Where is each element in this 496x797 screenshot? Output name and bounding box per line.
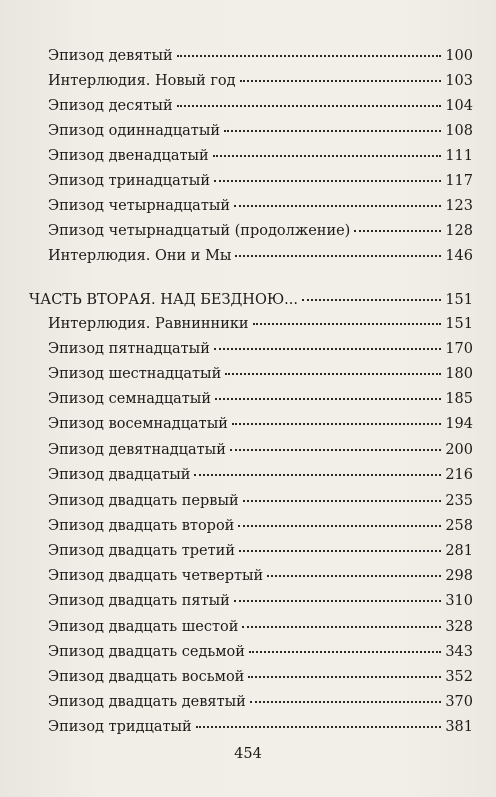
toc-entry-page: 200 — [445, 442, 473, 458]
toc-entry-page: 100 — [445, 48, 473, 64]
toc-entry — [48, 567, 473, 585]
toc-part-page: 151 — [445, 292, 473, 308]
toc-entry — [48, 72, 473, 90]
toc-entry-title: Интерлюдия. Они и Мы — [48, 248, 232, 264]
dot-leader — [248, 676, 441, 678]
dot-leader — [196, 726, 442, 728]
toc-entry — [48, 247, 473, 265]
toc-entry — [48, 441, 473, 459]
toc-entry-title: Эпизод двадцать первый — [48, 493, 239, 509]
toc-entry-title: Эпизод пятнадцатый — [48, 341, 210, 357]
toc-entry-page: 104 — [445, 98, 473, 114]
toc-entry — [48, 718, 473, 736]
toc-entry-page: 258 — [445, 518, 473, 534]
dot-leader — [240, 80, 442, 82]
toc-entry-page: 194 — [445, 416, 473, 432]
toc-entry-page: 216 — [445, 467, 473, 483]
toc-entry-page: 328 — [445, 619, 473, 635]
dot-leader — [253, 323, 442, 325]
toc-entry-title: Эпизод девятнадцатый — [48, 442, 226, 458]
toc-entry-page: 298 — [445, 568, 473, 584]
toc-entry — [48, 47, 473, 65]
dot-leader — [225, 373, 441, 375]
dot-leader — [224, 130, 441, 132]
toc-entry-page: 103 — [445, 73, 473, 89]
dot-leader — [234, 205, 441, 207]
dot-leader — [354, 230, 441, 232]
toc-entry-title: Эпизод двадцать второй — [48, 518, 235, 534]
toc-part-heading — [29, 291, 473, 309]
toc-entry — [48, 542, 473, 560]
toc-entry-title: Интерлюдия. Равнинники — [48, 316, 249, 332]
toc-entry-page: 128 — [445, 223, 473, 239]
toc-entry — [48, 222, 473, 240]
dot-leader — [243, 500, 442, 502]
toc-entry-page: 281 — [445, 543, 473, 559]
toc-entry-page: 370 — [445, 694, 473, 710]
dot-leader — [214, 348, 441, 350]
dot-leader — [249, 651, 441, 653]
toc-entry — [48, 172, 473, 190]
toc-entry-title: Эпизод двадцать девятый — [48, 694, 246, 710]
toc-entry-title: Эпизод тринадцатый — [48, 173, 210, 189]
toc-entry — [48, 592, 473, 610]
toc-entry-title: Эпизод десятый — [48, 98, 173, 114]
dot-leader — [250, 701, 442, 703]
dot-leader — [234, 600, 442, 602]
dot-leader — [239, 550, 441, 552]
dot-leader — [302, 299, 441, 301]
toc-entry — [48, 97, 473, 115]
toc-entry — [48, 643, 473, 661]
dot-leader — [232, 423, 441, 425]
toc-entry-page: 343 — [445, 644, 473, 660]
toc-entry-title: Эпизод двадцать пятый — [48, 593, 230, 609]
toc-entry-title: Эпизод двадцать шестой — [48, 619, 239, 635]
toc-entry — [48, 340, 473, 358]
toc-entry-page: 170 — [445, 341, 473, 357]
toc-entry-title: Эпизод двадцать седьмой — [48, 644, 245, 660]
dot-leader — [230, 449, 441, 451]
dot-leader — [215, 398, 441, 400]
toc-entry-page: 123 — [445, 198, 473, 214]
toc-entry-title: Эпизод шестнадцатый — [48, 366, 222, 382]
toc-entry-title: Эпизод восемнадцатый — [48, 416, 228, 432]
toc-entry-title: Эпизод двадцать четвертый — [48, 568, 264, 584]
toc-entry — [48, 668, 473, 686]
toc-entry-page: 310 — [445, 593, 473, 609]
dot-leader — [194, 474, 441, 476]
page-number: 454 — [234, 746, 262, 762]
toc-entry — [48, 693, 473, 711]
toc-entry-page: 146 — [445, 248, 473, 264]
toc-entry-title: Эпизод девятый — [48, 48, 173, 64]
toc-entry-title: Эпизод двенадцатый — [48, 148, 209, 164]
toc-entry-page: 185 — [445, 391, 473, 407]
toc-entry-page: 151 — [445, 316, 473, 332]
toc-entry — [48, 365, 473, 383]
toc-entry — [48, 147, 473, 165]
toc-entry-title: Эпизод двадцатый — [48, 467, 191, 483]
toc-entry — [48, 390, 473, 408]
toc-entry-title: Эпизод двадцать восьмой — [48, 669, 245, 685]
dot-leader — [235, 255, 441, 257]
toc-part-title: ЧАСТЬ ВТОРАЯ. НАД БЕЗДНОЮ... — [29, 292, 298, 308]
dot-leader — [177, 105, 442, 107]
dot-leader — [267, 575, 441, 577]
toc-entry-title: Эпизод четырнадцатый — [48, 198, 231, 214]
dot-leader — [238, 525, 441, 527]
toc-entry — [48, 618, 473, 636]
dot-leader — [177, 55, 442, 57]
dot-leader — [213, 155, 442, 157]
toc-entry-page: 117 — [445, 173, 473, 189]
toc-entry — [48, 197, 473, 215]
toc-entry-title: Интерлюдия. Новый год — [48, 73, 236, 89]
toc-entry-page: 235 — [445, 493, 473, 509]
toc-entry — [48, 492, 473, 510]
toc-entry-page: 381 — [445, 719, 473, 735]
toc-entry — [48, 517, 473, 535]
toc-entry-page: 180 — [445, 366, 473, 382]
toc-entry — [48, 315, 473, 333]
toc-entry — [48, 466, 473, 484]
dot-leader — [214, 180, 441, 182]
toc-entry-page: 111 — [445, 148, 473, 164]
dot-leader — [242, 626, 441, 628]
toc-entry-title: Эпизод четырнадцатый (продолжение) — [48, 223, 351, 239]
toc-entry-page: 108 — [445, 123, 473, 139]
toc-entry — [48, 415, 473, 433]
toc-entry-page: 352 — [445, 669, 473, 685]
toc-entry-title: Эпизод двадцать третий — [48, 543, 235, 559]
toc-entry-title: Эпизод семнадцатый — [48, 391, 212, 407]
toc-entry — [48, 122, 473, 140]
toc-entry-title: Эпизод одиннадцатый — [48, 123, 221, 139]
toc-entry-title: Эпизод тридцатый — [48, 719, 192, 735]
